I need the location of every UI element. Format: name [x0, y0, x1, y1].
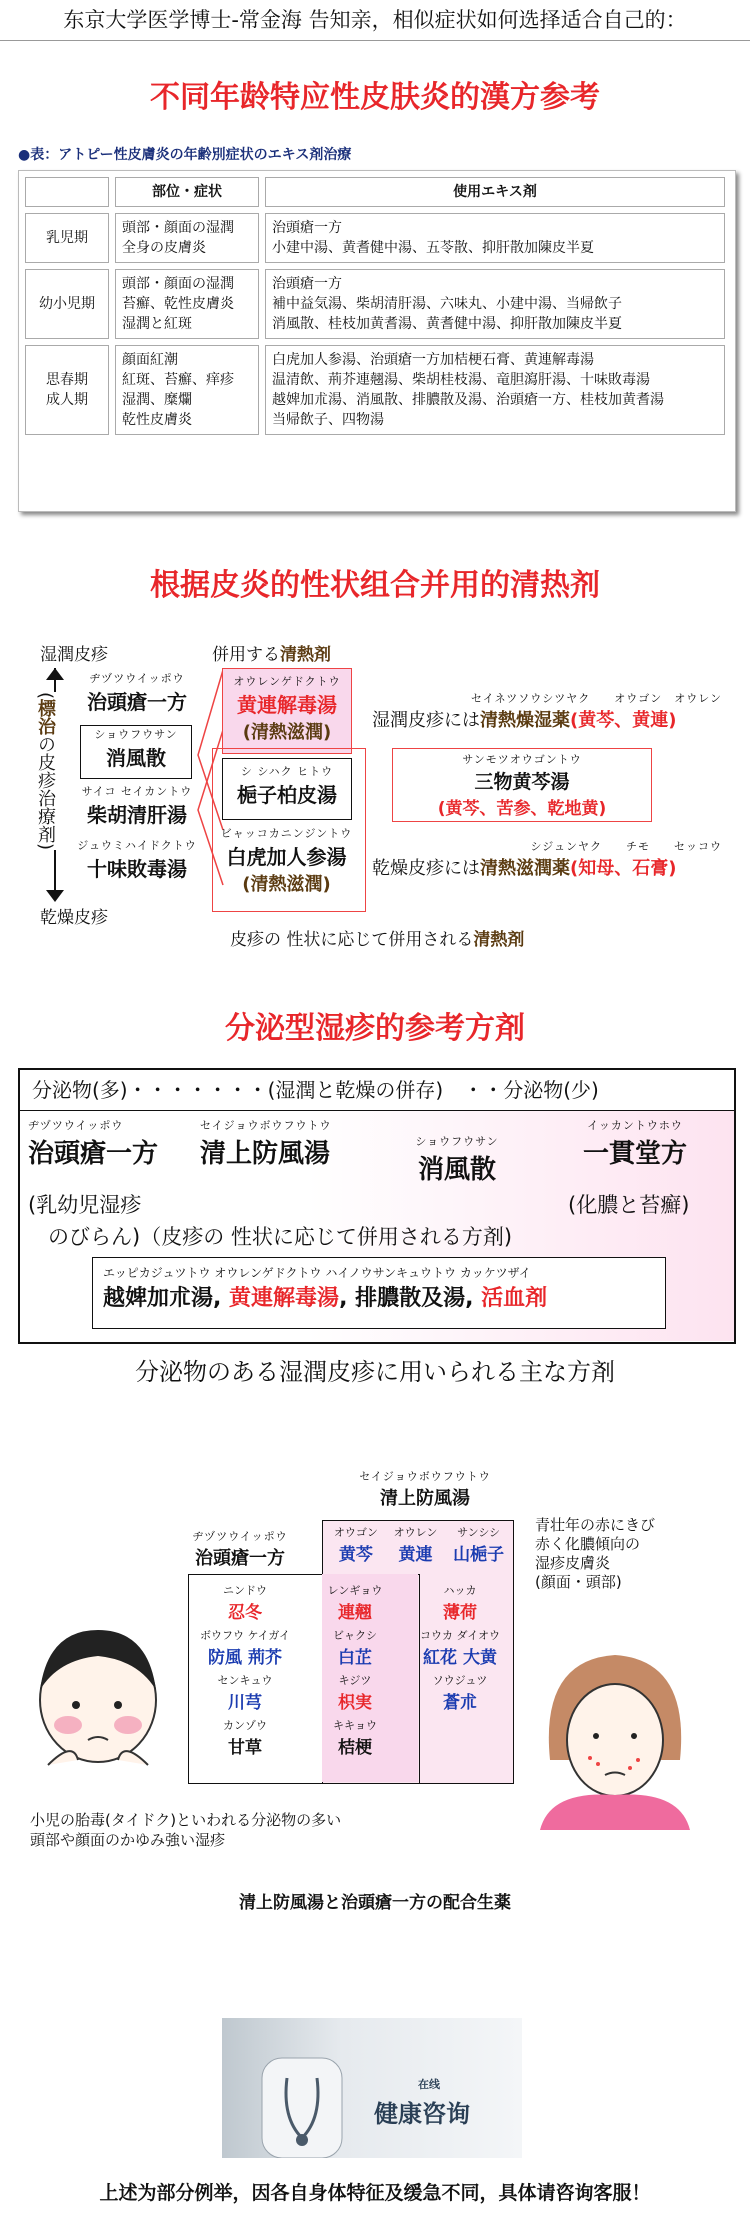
section4-caption: 清上防風湯と治頭瘡一方の配合生薬	[239, 1893, 511, 1913]
table-header-cell: 使用エキス剤	[265, 177, 725, 207]
symptom-line: 乾性皮膚炎	[122, 412, 192, 428]
herb-kana: キキョウ	[333, 1719, 377, 1732]
consult-small-label: 在线	[418, 2078, 440, 2091]
wet-rash-label: 湿潤皮疹	[40, 645, 108, 665]
table-header-cell: 部位・症状	[115, 177, 259, 207]
table-frame	[18, 170, 736, 512]
section3-body	[20, 1111, 734, 1341]
age-cell: 幼小児期	[25, 269, 109, 339]
right-wet: セイネツソウシツヤク オウゴン オウレン 湿潤皮疹には清熱燥湿薬(黄芩、黄連)	[372, 692, 722, 731]
s3-remedy-1: ヂヅツウイッポウ 治頭瘡一方	[28, 1119, 159, 1169]
herb-kana: オウレン	[393, 1526, 438, 1539]
table-caption: ●表：アトピー性皮膚炎の年齢別症状のエキス剤治療	[18, 147, 352, 163]
grid-herb	[190, 1717, 300, 1758]
herb-kana: キジツ	[338, 1674, 372, 1687]
s3-remedy-4: イッカントウホウ 一貫堂方	[582, 1119, 687, 1169]
herb-name: 防風 荊芥	[208, 1648, 282, 1668]
s4-right-note	[535, 1516, 735, 1592]
remedy-cell	[265, 269, 725, 339]
herb-kana: レンギョウ	[327, 1584, 383, 1597]
table-row	[25, 269, 725, 339]
symptom-cell	[115, 213, 259, 263]
herb-table	[19, 171, 731, 441]
s4-top-formula: セイジョウボウフウトウ 清上防風湯	[359, 1470, 491, 1509]
grid-herb	[300, 1582, 410, 1623]
s4-top-herbs	[326, 1524, 512, 1565]
top-herb	[334, 1524, 378, 1565]
mid-remedy-2: シ シハク ヒトウ 梔子柏皮湯	[222, 758, 352, 820]
herb-name: 薄荷	[443, 1603, 477, 1623]
grid-herb	[190, 1672, 300, 1713]
symptom-line: 紅斑、苔癬、痒疹	[122, 372, 234, 388]
section3-frame	[18, 1068, 736, 1344]
section3-caption: 分泌物のある湿潤皮疹に用いられる主な方剤	[135, 1358, 615, 1386]
child-illustration-icon	[18, 1590, 178, 1780]
table-header-row	[25, 177, 725, 207]
mid-remedy-3: ビャッコカニンジントウ 白虎加人参湯 (清熱滋潤)	[220, 827, 353, 895]
note-line: (顔面・頭部)	[535, 1573, 622, 1591]
s4-left-note	[30, 1810, 450, 1850]
remedy-line: 治頭瘡一方	[272, 220, 342, 236]
left-remedy-4: ジュウミハイドクトウ 十味敗毒湯	[77, 839, 197, 881]
symptom-cell	[115, 345, 259, 435]
grid-herb	[300, 1627, 410, 1668]
section2-title: 根据皮炎的性状组合并用的清热剂	[150, 568, 600, 603]
page-footer: 上述为部分例举，因各自身体特征及缓急不同，具体请咨询客服！	[99, 2182, 651, 2204]
column-header: 併用する清熱剤	[212, 645, 331, 665]
section2-footer: 皮疹の 性状に応じて併用される清熱剤	[230, 930, 525, 950]
remedy-line: 当帰飲子、四物湯	[272, 412, 384, 428]
left-remedy-2: ショウフウサン 消風散	[80, 725, 192, 779]
note-line: 青壮年の赤にきび	[535, 1516, 656, 1534]
secretion-scale: 分泌物(多)・・・・・・・(湿潤と乾燥の併存) ・・分泌物(少)	[20, 1070, 734, 1111]
remedy-line: 越婢加朮湯、消風散、排膿散及湯、治頭瘡一方、桂枝加黄耆湯	[272, 392, 664, 408]
herb-name: 紅花 大黄	[423, 1648, 497, 1668]
vertical-label: (標治の皮疹治療剤)	[35, 692, 56, 851]
grid-herb	[410, 1672, 510, 1713]
note-line: 頭部や顔面のかゆみ強い湿疹	[30, 1831, 226, 1849]
s3-inner-names: 越婢加朮湯, 黄連解毒湯, 排膿散及湯, 活血剤	[103, 1286, 548, 1311]
mid-bracket	[212, 748, 366, 912]
herb-kana: ハッカ	[443, 1584, 477, 1597]
herb-kana: コウカ ダイオウ	[420, 1629, 500, 1642]
grid-herb	[410, 1582, 510, 1623]
note-line: 湿疹皮膚炎	[535, 1554, 611, 1572]
symptom-line: 頭部・顔面の湿潤	[122, 276, 234, 292]
herb-kana: サンシシ	[457, 1526, 501, 1539]
table-header-cell	[25, 177, 109, 207]
left-remedy-1: ヂヅツウイッポウ 治頭瘡一方	[87, 672, 187, 714]
herb-kana: カンゾウ	[223, 1719, 267, 1732]
s3-remedy-2: セイジョウボウフウトウ 清上防風湯	[200, 1119, 332, 1169]
mid-remedy-1: オウレンゲドクトウ 黄連解毒湯 (清熱滋潤)	[222, 668, 352, 754]
dry-rash-label: 乾燥皮疹	[40, 908, 108, 928]
s3-note-left: (乳幼児湿疹	[28, 1193, 142, 1217]
symptom-line: 顔面紅潮	[122, 352, 178, 368]
herb-name: 黄芩	[338, 1545, 373, 1565]
herb-name: 連翹	[338, 1603, 372, 1623]
herb-name: 黄連	[398, 1545, 433, 1565]
herb-kana: ビャクシ	[333, 1629, 377, 1642]
herb-kana: ボウフウ ケイガイ	[199, 1629, 291, 1642]
age-cell: 乳児期	[25, 213, 109, 263]
symptom-cell	[115, 269, 259, 339]
symptom-line: 苔癬、乾性皮膚炎	[122, 296, 234, 312]
page-header: 东京大学医学博士-常金海 告知亲，相似症状如何选择适合自己的：	[0, 0, 750, 41]
s3-remedy-3: ショウフウサン 消風散	[415, 1135, 499, 1185]
top-herb	[394, 1524, 438, 1565]
herb-name: 枳実	[338, 1693, 372, 1713]
grid-herb	[410, 1627, 510, 1668]
herb-name: 蒼朮	[443, 1693, 477, 1713]
grid-herb	[190, 1582, 300, 1623]
symptom-line: 全身の皮膚炎	[122, 240, 206, 256]
remedy-line: 温清飲、荊芥連翹湯、柴胡桂枝湯、竜胆瀉肝湯、十味敗毒湯	[272, 372, 650, 388]
s4-left-formula: ヂヅツウイッポウ 治頭瘡一方	[192, 1530, 288, 1569]
table-row	[25, 213, 725, 263]
remedy-line: 治頭瘡一方	[272, 276, 342, 292]
symptom-line: 湿潤、糜爛	[122, 392, 192, 408]
s4-herb-grid	[190, 1582, 512, 1758]
herb-name: 桔梗	[338, 1738, 372, 1758]
left-remedy-3: サイコ セイカントウ 柴胡清肝湯	[81, 785, 193, 827]
herb-name: 山梔子	[453, 1545, 505, 1565]
arrow-down-icon	[46, 890, 64, 902]
remedy-line: 補中益気湯、柴胡清肝湯、六味丸、小建中湯、当帰飲子	[272, 296, 622, 312]
consult-big-label: 健康咨询	[374, 2100, 470, 2128]
woman-illustration-icon	[530, 1640, 700, 1830]
herb-kana: センキュウ	[217, 1674, 273, 1687]
remedy-line: 白虎加人参湯、治頭瘡一方加桔梗石膏、黄連解毒湯	[272, 352, 594, 368]
symptom-line: 頭部・顔面の湿潤	[122, 220, 234, 236]
note-line: 赤く化膿傾向の	[535, 1535, 641, 1553]
herb-name: 白芷	[338, 1648, 372, 1668]
symptom-line: 湿潤と紅斑	[122, 316, 192, 332]
herb-name: 甘草	[228, 1738, 262, 1758]
remedy-line: 消風散、桂枝加黄耆湯、黄耆健中湯、抑肝散加陳皮半夏	[272, 316, 622, 332]
top-herb	[453, 1524, 504, 1565]
herb-name: 忍冬	[228, 1603, 262, 1623]
section3-title: 分泌型湿疹的参考方剤	[225, 1011, 525, 1046]
grid-herb	[300, 1717, 410, 1758]
section1-title: 不同年龄特应性皮肤炎的漢方参考	[150, 80, 600, 115]
age-cell: 思春期 成人期	[25, 345, 109, 435]
remedy-cell	[265, 213, 725, 263]
grid-herb	[300, 1672, 410, 1713]
right-dry: シジュンヤク チモ セッコウ 乾燥皮疹には清熱滋潤薬(知母、石膏)	[372, 840, 722, 879]
herb-kana: ソウジュツ	[432, 1674, 488, 1687]
arrow-up-icon	[46, 668, 64, 680]
herb-kana: オウゴン	[333, 1526, 378, 1539]
right-mid-box: サンモツオウゴントウ 三物黄芩湯 (黄芩、苦参、乾地黄)	[392, 748, 652, 822]
grid-herb	[190, 1627, 300, 1668]
s3-note-right: (化膿と苔癬)	[568, 1193, 690, 1217]
remedy-line: 小建中湯、黄耆健中湯、五苓散、抑肝散加陳皮半夏	[272, 240, 594, 256]
consult-banner[interactable]	[222, 2018, 522, 2158]
herb-kana: ニンドウ	[223, 1584, 267, 1597]
note-line: 小児の胎毒(タイドク)といわれる分泌物の多い	[30, 1811, 342, 1829]
remedy-cell	[265, 345, 725, 435]
herb-name: 川芎	[228, 1693, 262, 1713]
s3-note-left2: のびらん)（皮疹の 性状に応じて併用される方剤)	[48, 1225, 513, 1249]
s3-inner-box: エッピカジュツトウ オウレンゲドクトウ ハイノウサンキュウトウ カッケツザイ 越婢加朮湯, 黄連解毒湯, 排膿散及湯, 活血剤	[92, 1257, 666, 1329]
table-row	[25, 345, 725, 435]
doctor-icon	[242, 2018, 362, 2158]
